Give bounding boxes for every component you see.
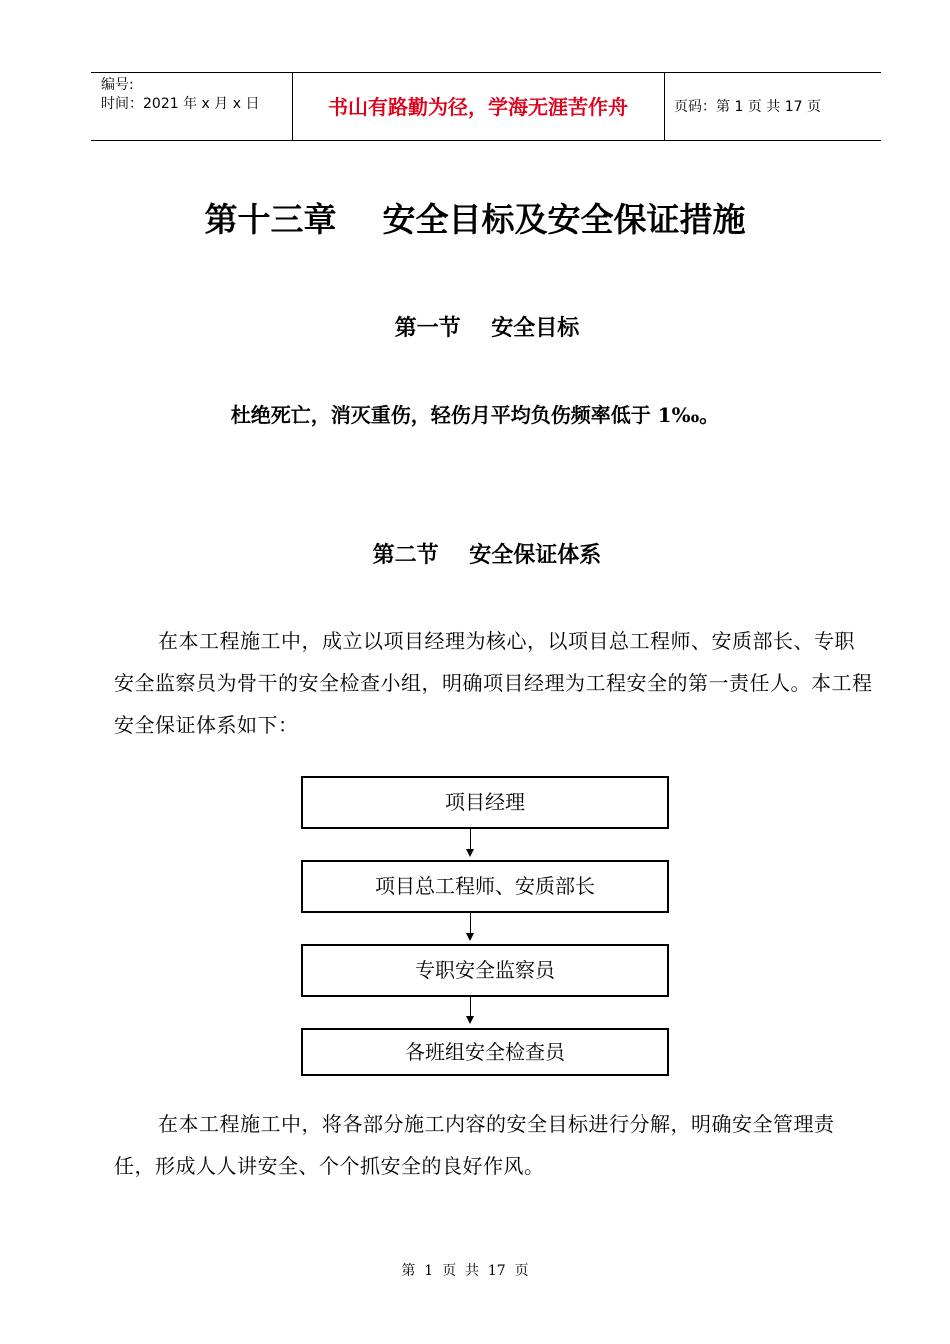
header-meta-cell bbox=[91, 73, 293, 140]
flow-connector bbox=[470, 913, 471, 933]
flow-box-chief-engineer: 项目总工程师、安质部长 bbox=[301, 860, 669, 913]
page-footer: 第 1 页 共 17 页 bbox=[401, 1263, 529, 1279]
intro-paragraph: 在本工程施工中，成立以项目经理为核心，以项目总工程师、安质部长、专职安全监察员为骨干的安全检查小组，明确项目经理为工程安全的第一责任人。本工程安全保证体系如下： bbox=[114, 629, 873, 737]
flow-connector bbox=[470, 997, 471, 1016]
flow-box-project-manager: 项目经理 bbox=[301, 776, 669, 829]
page-header bbox=[91, 72, 881, 141]
header-page-label: 页码：第 1 页 共 17 页 bbox=[674, 99, 821, 115]
flow-box-team-inspector: 各班组安全检查员 bbox=[301, 1028, 669, 1076]
section-2-title: 第二节 安全保证体系 bbox=[372, 543, 602, 568]
arrow-down-icon bbox=[466, 849, 474, 857]
flow-connector bbox=[470, 829, 471, 849]
closing-paragraph: 在本工程施工中，将各部分施工内容的安全目标进行分解，明确安全管理责任，形成人人讲安全、个个抓安全的良好作风。 bbox=[114, 1112, 835, 1178]
arrow-down-icon bbox=[466, 933, 474, 941]
header-page-cell bbox=[664, 73, 881, 140]
section-1-title: 第一节 安全目标 bbox=[394, 316, 580, 341]
chapter-title: 第十三章 安全目标及安全保证措施 bbox=[204, 200, 746, 239]
safety-goal-text: 杜绝死亡，消灭重伤，轻伤月平均负伤频率低于 1‰。 bbox=[230, 403, 720, 427]
header-motto-cell bbox=[292, 73, 665, 140]
arrow-down-icon bbox=[466, 1016, 474, 1024]
serial-label: 编号: bbox=[101, 77, 134, 93]
motto-text: 书山有路勤为径，学海无涯苦作舟 bbox=[328, 95, 628, 119]
flow-box-safety-supervisor: 专职安全监察员 bbox=[301, 944, 669, 997]
time-label: 时间：2021 年 x 月 x 日 bbox=[101, 96, 260, 112]
